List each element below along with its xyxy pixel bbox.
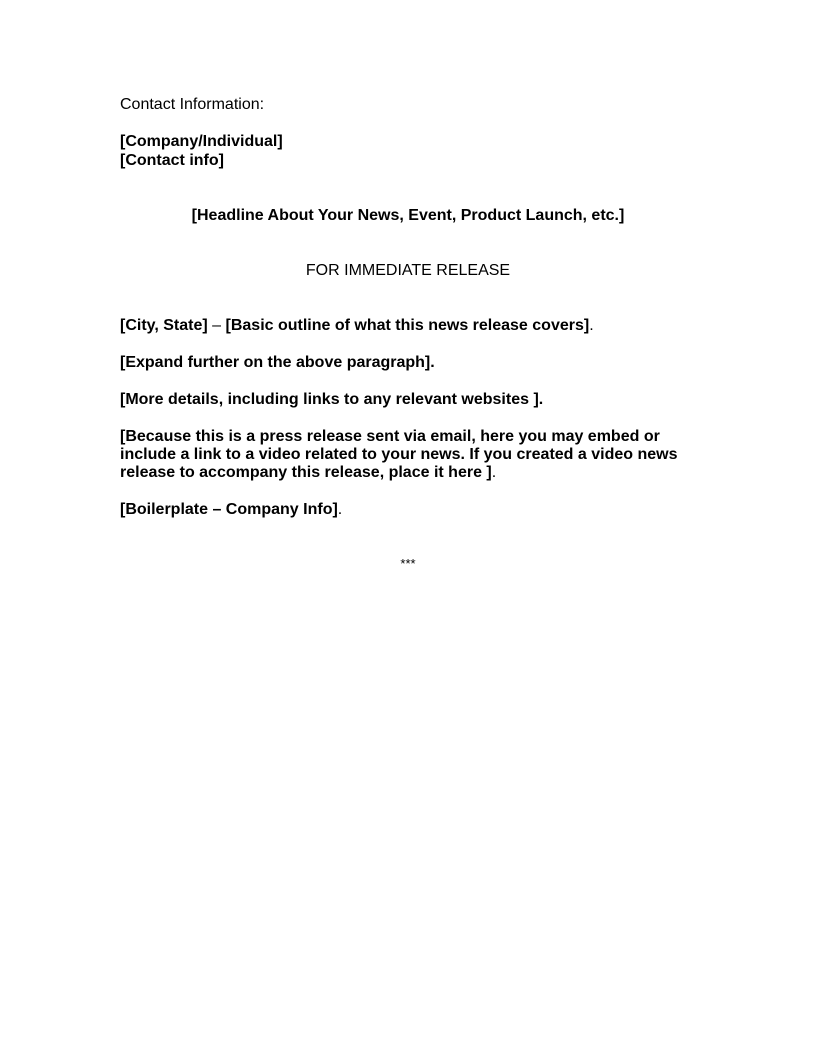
location-text: [City, State] [120, 317, 208, 334]
paragraph-details: [More details, including links to any relevant websites ]. [120, 391, 544, 408]
video-line-3-period: . [491, 464, 497, 481]
paragraph-video-line-1: [Because this is a press release sent via email, here you may embed or [120, 428, 660, 445]
paragraph-location-outline [120, 316, 594, 335]
video-line-3-text: release to accompany this release, place it here ] [120, 464, 492, 481]
boilerplate-period: . [337, 501, 343, 518]
contact-company: [Company/Individual] [120, 133, 283, 150]
contact-info: [Contact info] [120, 152, 224, 169]
paragraph-video-line-3 [120, 463, 496, 482]
paragraph-expand: [Expand further on the above paragraph]. [120, 354, 435, 371]
outline-period: . [589, 317, 594, 334]
boilerplate-text: [Boilerplate – Company Info] [120, 501, 338, 518]
headline: [Headline About Your News, Event, Product Launch, etc.] [191, 207, 625, 224]
location-dash: – [207, 317, 226, 334]
paragraph-video-line-2: include a link to a video related to your news. If you created a video news [120, 446, 678, 463]
paragraph-boilerplate [120, 500, 342, 519]
contact-label: Contact Information: [120, 96, 265, 113]
outline-text: [Basic outline of what this news release covers] [225, 317, 590, 334]
end-mark: *** [400, 556, 416, 571]
release-note: FOR IMMEDIATE RELEASE [305, 262, 511, 279]
